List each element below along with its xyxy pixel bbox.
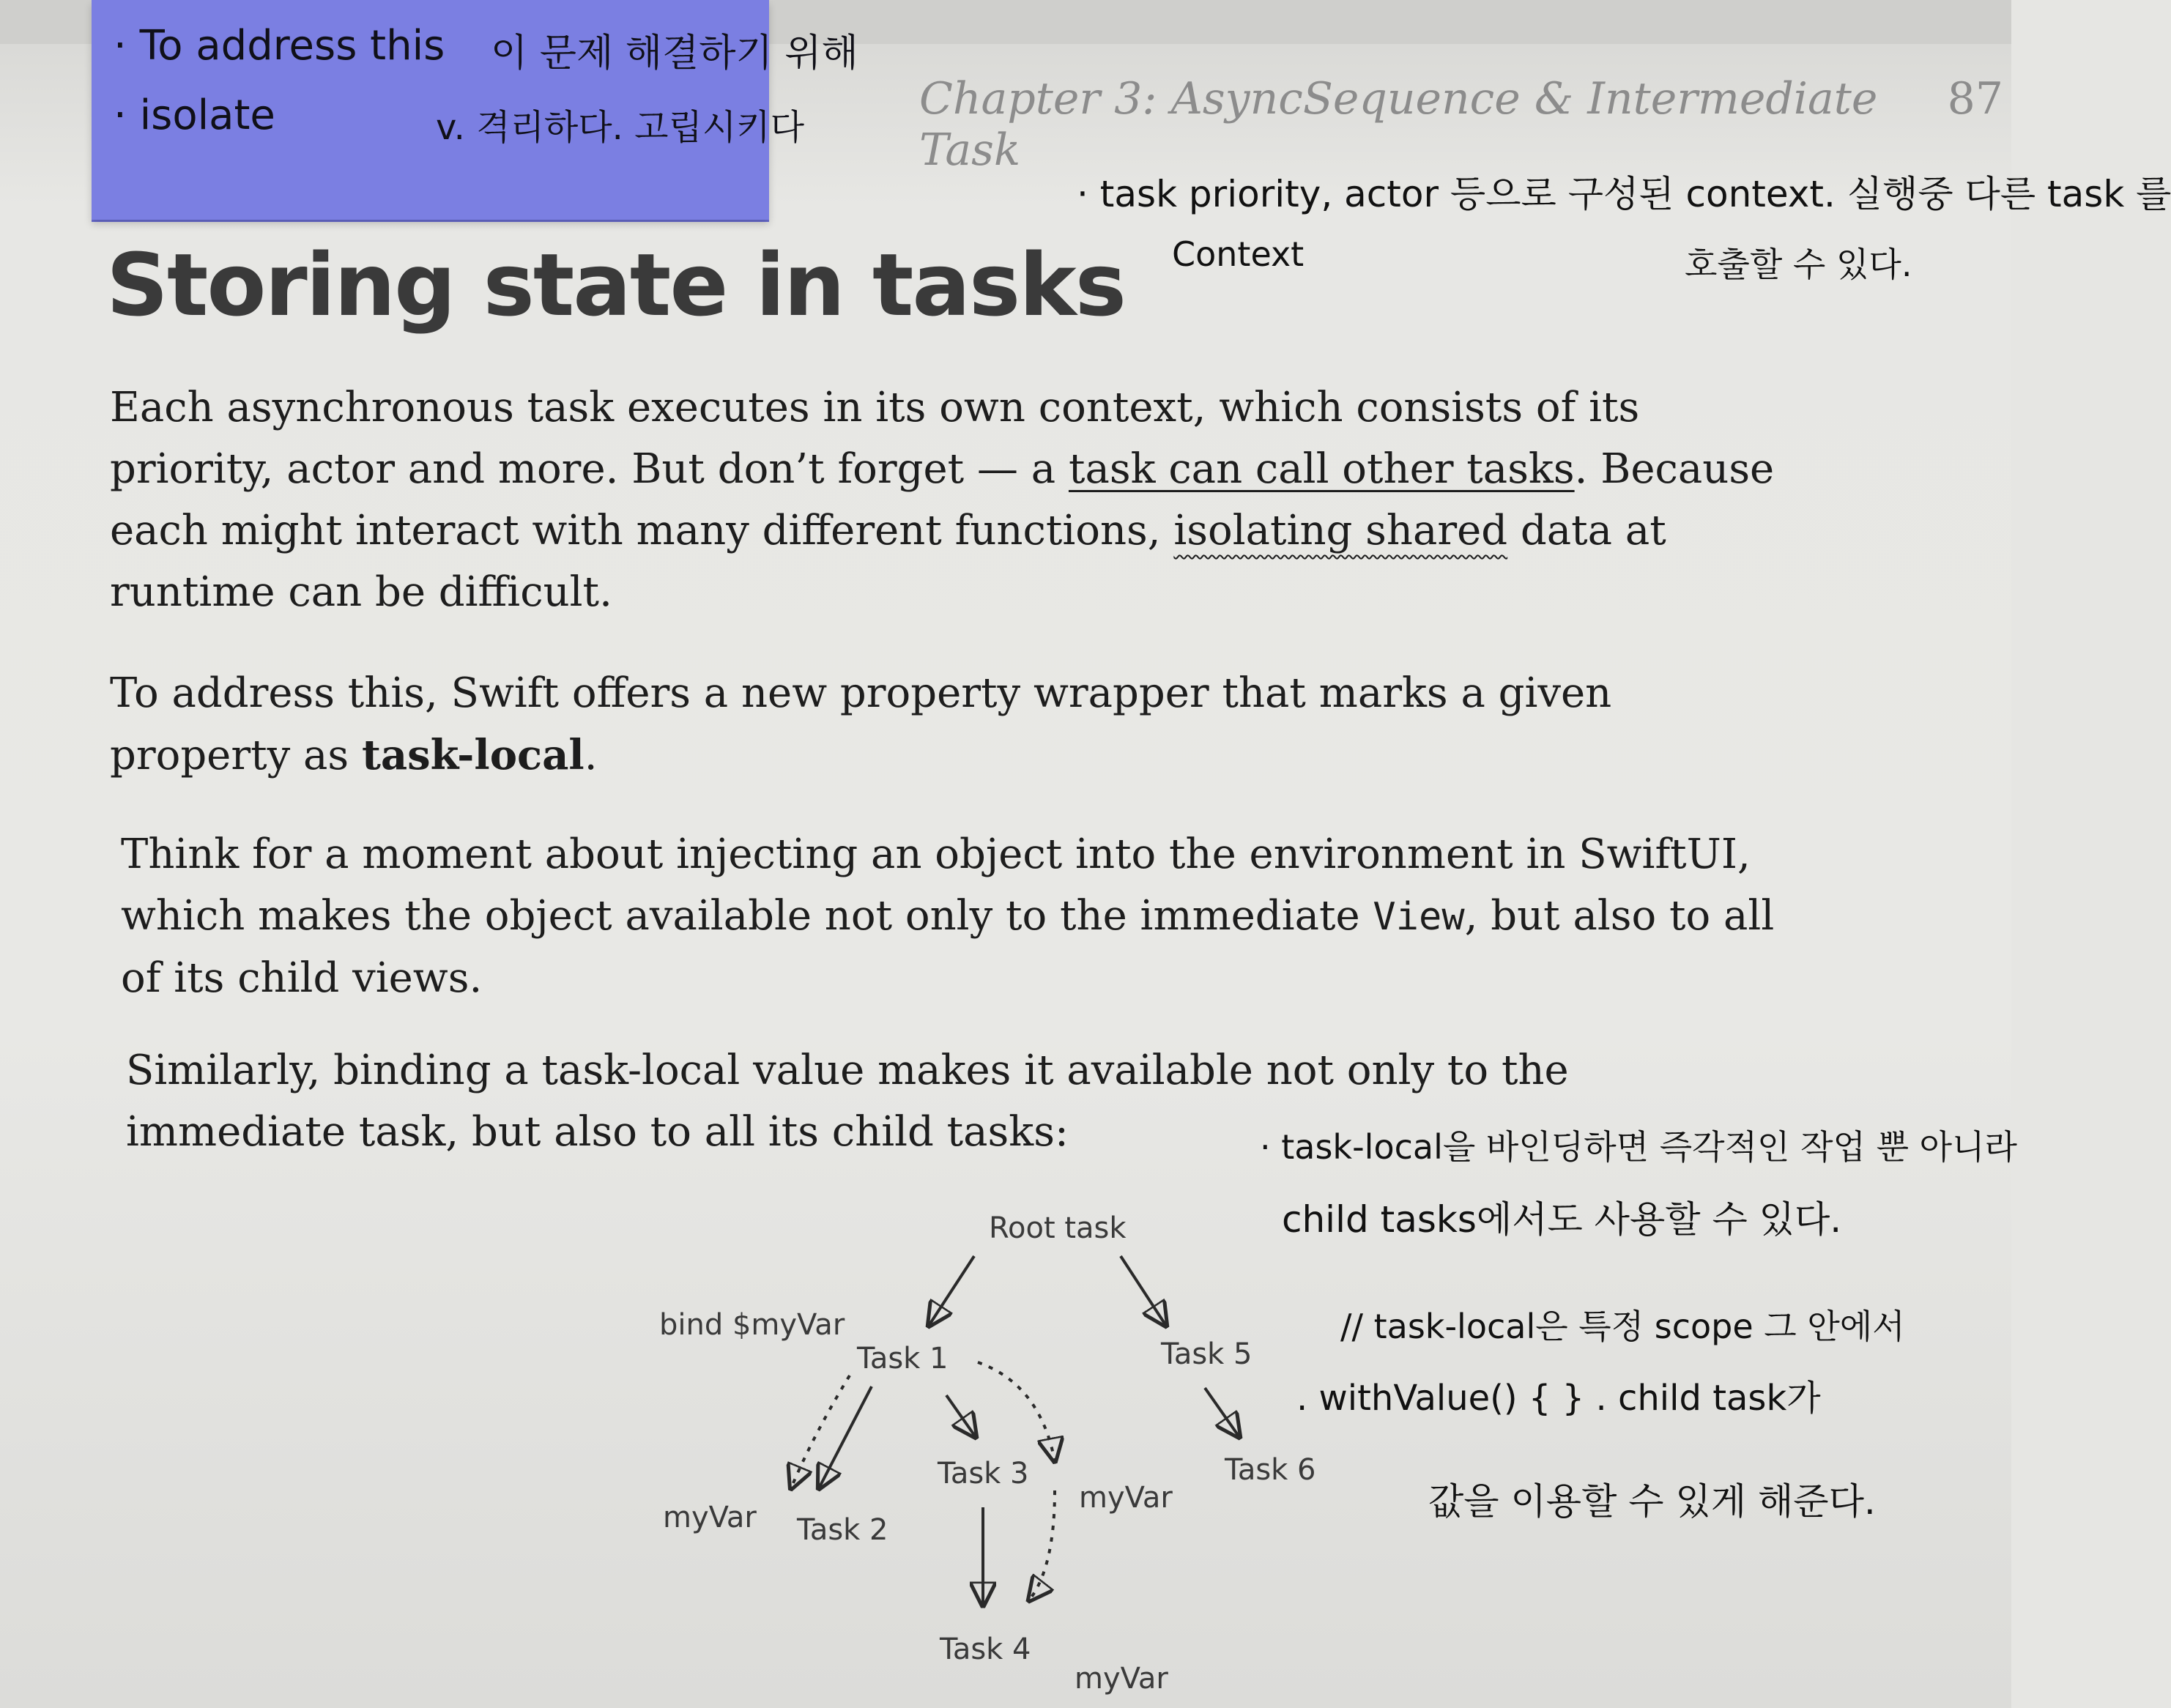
node-task-2: Task 2 xyxy=(797,1513,888,1547)
p1-text-c: data at runtime can be difficult. xyxy=(110,507,1666,616)
margin-note-top-word: Context xyxy=(1172,234,1305,274)
p1-underlined: task can call other tasks xyxy=(1068,445,1575,493)
sticky-line1-ko: 이 문제 해결하기 위해 xyxy=(491,31,858,75)
page-number: 87 xyxy=(1947,73,2003,125)
p3-code: View xyxy=(1373,895,1465,939)
p3-text-a: Think for a moment about injecting an object into the environment in SwiftUI, which makes the object available not only to the immediate xyxy=(121,831,1751,940)
margin-note-right-line1: · task-local을 바인딩하면 즉각적인 작업 뿐 아니라 xyxy=(1260,1127,2017,1167)
margin-note-right-line3: // task-local은 특정 scope 그 안에서 xyxy=(1340,1307,1905,1346)
p1-text-a: Each asynchronous task executes in its own context, which consists of its priority, actor and more. But don’t forget — a xyxy=(110,384,1640,493)
p2-text-a: To address this, Swift offers a new property wrapper that marks a given property as xyxy=(110,669,1612,779)
p1-text-b: . Because each might interact with many different functions, xyxy=(110,445,1775,554)
margin-note-top-line1: · task priority, actor 등으로 구성된 context. 실행중 다른 task 를 xyxy=(1077,173,2171,215)
chapter-title: Chapter 3: AsyncSequence & Intermediate Task xyxy=(919,73,1878,176)
p1-wavy-underlined: isolating shared xyxy=(1173,507,1508,554)
edge-task1-task3 xyxy=(946,1395,976,1437)
dotted-edge-task1-task2 xyxy=(791,1375,850,1488)
p3-text-b: , but also to all of its child views. xyxy=(121,892,1775,1002)
margin-note-right-line4: . withValue() { } . child task가 xyxy=(1296,1378,1821,1419)
sticky-line2-en: · isolate xyxy=(114,92,275,139)
label-myvar-left: myVar xyxy=(663,1501,757,1534)
margin-note-right-line5: 값을 이용할 수 있게 해준다. xyxy=(1428,1480,1876,1523)
edge-task5-task6 xyxy=(1205,1388,1239,1437)
p2-bold: task-local xyxy=(361,731,584,779)
margin-note-top-line2: 호출할 수 있다. xyxy=(1685,245,1912,284)
section-heading: Storing state in tasks xyxy=(106,234,1125,335)
sticky-line1-en: · To address this xyxy=(114,22,445,70)
node-task-6: Task 6 xyxy=(1225,1453,1316,1487)
node-task-5: Task 5 xyxy=(1161,1337,1252,1371)
label-myvar-mid: myVar xyxy=(1079,1481,1173,1515)
dotted-edge-task1-task3 xyxy=(978,1362,1055,1461)
node-task-4: Task 4 xyxy=(940,1633,1031,1666)
dotted-edge-task3-task4 xyxy=(1029,1490,1055,1600)
node-root-task: Root task xyxy=(989,1211,1127,1245)
p4-text: Similarly, binding a task-local value makes it available not only to the immediate task, but also to all its child tasks: xyxy=(126,1047,1569,1156)
sticky-line2-ko: v. 격리하다. 고립시키다 xyxy=(436,107,805,148)
p2-text-b: . xyxy=(584,732,598,779)
edge-root-task1 xyxy=(929,1256,974,1326)
margin-note-right-line2: child tasks에서도 사용할 수 있다. xyxy=(1282,1198,1842,1241)
label-bind-myvar: bind $myVar xyxy=(659,1308,845,1342)
label-myvar-bottom: myVar xyxy=(1075,1662,1168,1696)
node-task-1: Task 1 xyxy=(857,1342,949,1375)
node-task-3: Task 3 xyxy=(938,1457,1029,1490)
edge-root-task5 xyxy=(1121,1256,1166,1326)
edge-task1-task2 xyxy=(819,1386,872,1488)
